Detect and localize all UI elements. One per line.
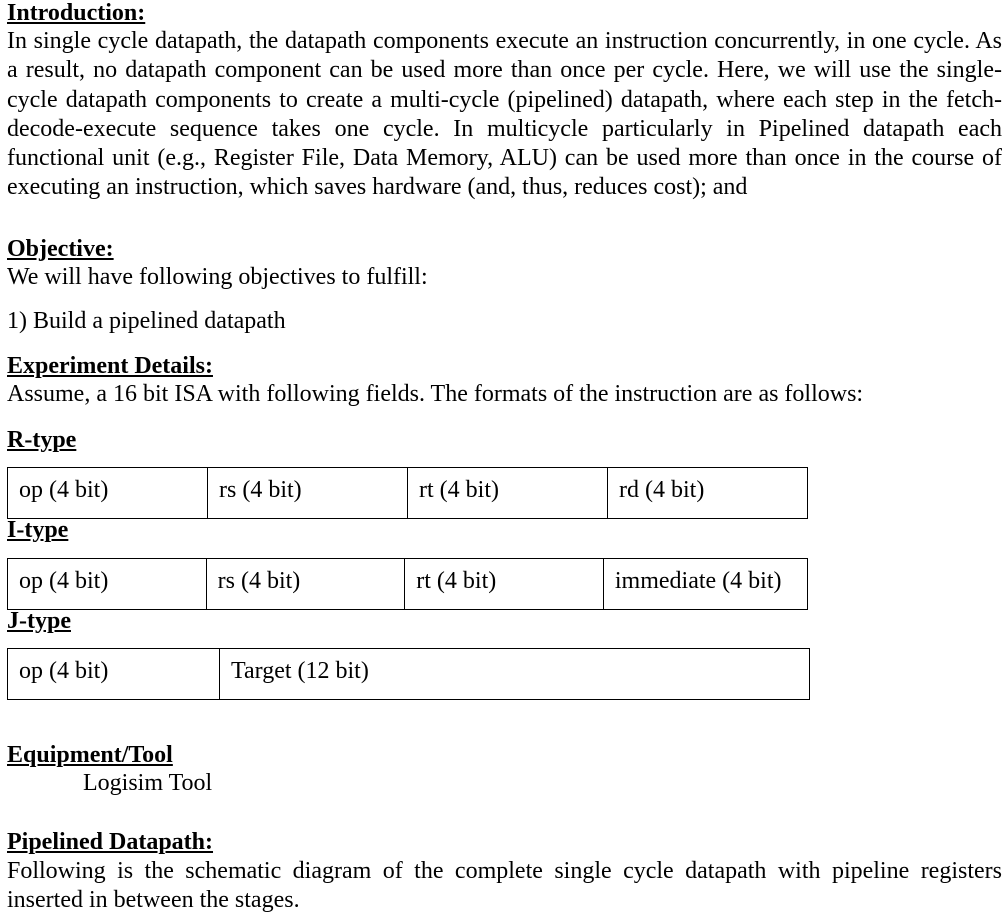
i-type-field-immediate: immediate (4 bit): [603, 559, 807, 610]
i-type-field-rs: rs (4 bit): [206, 559, 405, 610]
i-type-table-wrap: [7, 558, 808, 610]
j-type-field-op: op (4 bit): [8, 649, 220, 700]
table-row: [8, 649, 810, 700]
equipment-text: Logisim Tool: [83, 770, 213, 796]
objective-list: [7, 307, 1002, 336]
j-type-table: [7, 648, 810, 700]
i-type-field-op: op (4 bit): [8, 559, 207, 610]
j-type-table-wrap: [7, 648, 810, 700]
r-type-label-wrap: [7, 427, 76, 453]
equipment-heading: Equipment/Tool: [7, 742, 173, 768]
introduction-text: In single cycle datapath, the datapath components execute an instruction concurrently, in one cycle. As a result, no datapath component can be used more than once per cycle. Here, we will use the single-cycle datapath components to create a multi-cycle (pipelined) datapath, where each step in the fetch-decode-execute sequence takes one cycle. In multicycle particularly in Pipelined datapath each functional unit (e.g., Register File, Data Memory, ALU) can be used more than once in the course of executing an instruction, which saves hardware (and, thus, reduces cost); and: [7, 28, 1002, 201]
i-type-field-rt: rt (4 bit): [405, 559, 604, 610]
pipelined-body: [7, 857, 1002, 916]
r-type-table-wrap: [7, 467, 808, 519]
table-row: [8, 468, 808, 519]
r-type-field-rd: rd (4 bit): [608, 468, 808, 519]
r-type-label: R-type: [7, 427, 77, 453]
experiment-heading: Experiment Details:: [7, 353, 213, 379]
pipelined-text: Following is the schematic diagram of the complete single cycle datapath with pipeline registers inserted in between the stages.: [7, 858, 1002, 914]
introduction-section: [7, 0, 145, 26]
objective-text: We will have following objectives to fulfill:: [7, 264, 428, 290]
j-type-label: J-type: [7, 608, 71, 634]
equipment-section: [7, 742, 173, 768]
experiment-text: Assume, a 16 bit ISA with following fields. The formats of the instruction are as follows:: [7, 381, 864, 407]
equipment-body: [7, 769, 1002, 798]
experiment-section: [7, 353, 213, 379]
j-type-label-wrap: [7, 608, 71, 634]
i-type-label: I-type: [7, 517, 69, 543]
r-type-field-op: op (4 bit): [8, 468, 208, 519]
objective-body: [7, 263, 1002, 292]
objective-item: 1) Build a pipelined datapath: [7, 308, 286, 334]
experiment-body: [7, 380, 1002, 409]
i-type-label-wrap: [7, 517, 68, 543]
j-type-field-target: Target (12 bit): [220, 649, 810, 700]
r-type-table: [7, 467, 808, 519]
r-type-field-rt: rt (4 bit): [408, 468, 608, 519]
table-row: [8, 559, 808, 610]
i-type-table: [7, 558, 808, 610]
introduction-body: [7, 27, 1002, 203]
pipelined-heading: Pipelined Datapath:: [7, 829, 214, 855]
objective-section: [7, 236, 114, 262]
pipelined-section: [7, 829, 213, 855]
r-type-field-rs: rs (4 bit): [208, 468, 408, 519]
introduction-heading: Introduction:: [7, 0, 146, 26]
objective-heading: Objective:: [7, 236, 114, 262]
